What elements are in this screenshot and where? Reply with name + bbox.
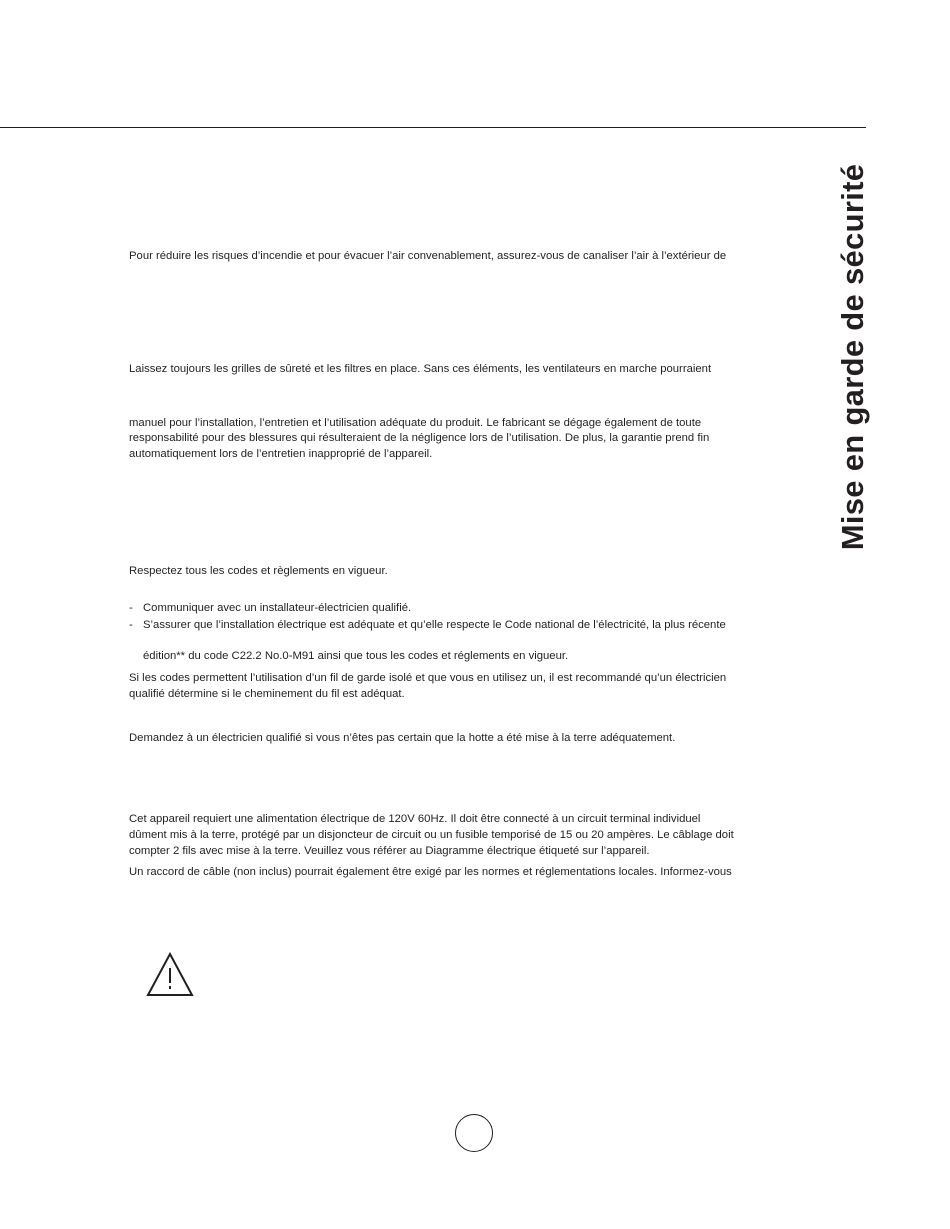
paragraph-manuel-line-3: automatiquement lors de l’entretien inapproprié de l’appareil. bbox=[129, 448, 433, 460]
paragraph-fil-garde-line-1: Si les codes permettent l’utilisation d’un fil de garde isolé et que vous en utilisez un, il est recommandé qu’un électricien bbox=[129, 672, 727, 684]
paragraph-ventilation: Pour réduire les risques d’incendie et pour évacuer l’air convenablement, assurez-vous de canaliser l’air à l’extérieur de bbox=[129, 250, 727, 262]
paragraph-raccord-cable: Un raccord de câble (non inclus) pourrait également être exigé par les normes et réglementations locales. Informez-vous bbox=[129, 866, 732, 878]
warning-triangle-icon bbox=[145, 951, 195, 997]
paragraph-grilles-filtres: Laissez toujours les grilles de sûreté et les filtres en place. Sans ces éléments, les ventilateurs en marche pourraient bbox=[129, 363, 712, 375]
page-number-circle bbox=[455, 1114, 493, 1152]
paragraph-mise-a-la-terre: Demandez à un électricien qualifié si vous n’êtes pas certain que la hotte a été mise à la terre adéquatement. bbox=[129, 732, 676, 744]
section-side-title: Mise en garde de sécurité bbox=[835, 163, 870, 551]
bullet-dash: - bbox=[129, 619, 133, 631]
bullet-dash: - bbox=[129, 602, 133, 614]
list-item-continuation: édition** du code C22.2 No.0-M91 ainsi que tous les codes et réglements en vigueur. bbox=[143, 650, 569, 662]
paragraph-alimentation-line-2: dûment mis à la terre, protégé par un disjoncteur de circuit ou un fusible temporisé de 15 ou 20 ampères. Le câblage doit bbox=[129, 829, 734, 841]
header-rule bbox=[0, 127, 866, 128]
list-item bbox=[129, 617, 726, 634]
list-item bbox=[129, 600, 411, 617]
list-item-text: S’assurer que l’installation électrique est adéquate et qu’elle respecte le Code national de l’électricité, la plus récente bbox=[143, 619, 726, 631]
paragraph-alimentation-line-1: Cet appareil requiert une alimentation électrique de 120V 60Hz. Il doit être connecté à un circuit terminal individuel bbox=[129, 813, 701, 825]
paragraph-manuel-line-1: manuel pour l’installation, l’entretien et l’utilisation adéquate du produit. Le fabricant se dégage également de toute bbox=[129, 417, 702, 429]
paragraph-manuel-line-2: responsabilité pour des blessures qui résulteraient de la négligence lors de l’utilisation. De plus, la garantie prend fin bbox=[129, 432, 710, 444]
paragraph-codes: Respectez tous les codes et règlements en vigueur. bbox=[129, 565, 388, 577]
paragraph-fil-garde-line-2: qualifié détermine si le cheminement du fil est adéquat. bbox=[129, 688, 405, 700]
list-item-text: Communiquer avec un installateur-électricien qualifié. bbox=[143, 602, 412, 614]
paragraph-alimentation-line-3: compter 2 fils avec mise à la terre. Veuillez vous référer au Diagramme électrique étiqueté sur l’appareil. bbox=[129, 845, 650, 857]
